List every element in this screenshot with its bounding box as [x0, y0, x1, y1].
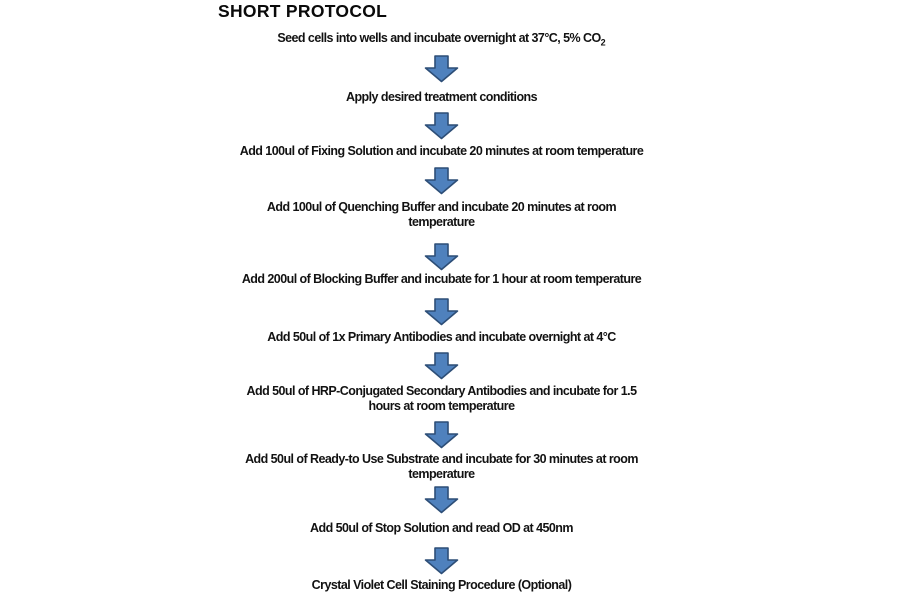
down-arrow-icon [424, 421, 459, 449]
down-arrow-shape [426, 548, 458, 574]
step-text: Apply desired treatment conditions [345, 90, 538, 104]
step-secondary-antibodies [160, 384, 723, 414]
down-arrow-icon [424, 352, 459, 380]
down-arrow-icon [424, 243, 459, 271]
step-apply-treatment [160, 90, 723, 105]
step-seed-cells [160, 31, 723, 51]
down-arrow-shape [426, 353, 458, 379]
step-text: Add 50ul of Ready-to Use Substrate and incubate for 30 minutes at room [245, 452, 638, 466]
step-stop-solution [160, 521, 723, 536]
down-arrow-icon [424, 486, 459, 514]
down-arrow-shape [426, 299, 458, 325]
down-arrow-shape [426, 113, 458, 139]
step-text-line2: temperature [408, 215, 475, 229]
step-text: Add 50ul of 1x Primary Antibodies and incubate overnight at 4°C [267, 330, 616, 344]
step-crystal-violet [160, 578, 723, 593]
step-substrate [160, 452, 723, 482]
step-fixing-solution [160, 144, 723, 159]
step-text-line2: temperature [408, 467, 475, 481]
down-arrow-icon [424, 112, 459, 140]
down-arrow-shape [426, 56, 458, 82]
down-arrow-icon [424, 298, 459, 326]
down-arrow-shape [426, 244, 458, 270]
down-arrow-icon [424, 547, 459, 575]
down-arrow-shape [426, 487, 458, 513]
down-arrow-shape [426, 168, 458, 194]
step-blocking-buffer [160, 272, 723, 287]
page-title: SHORT PROTOCOL [218, 1, 388, 21]
down-arrow-icon [424, 55, 459, 83]
step-text: Add 100ul of Quenching Buffer and incubate 20 minutes at room [266, 200, 617, 214]
step-text-line2: hours at room temperature [368, 399, 515, 413]
step-text: Crystal Violet Cell Staining Procedure (Optional) [311, 578, 572, 592]
step-text: Add 200ul of Blocking Buffer and incubate for 1 hour at room temperature [241, 272, 642, 286]
subscript-text: 2 [600, 37, 606, 48]
step-text: Seed cells into wells and incubate overnight at 37°C, 5% CO [277, 31, 601, 45]
step-text: Add 100ul of Fixing Solution and incubate 20 minutes at room temperature [239, 144, 644, 158]
step-quenching-buffer [160, 200, 723, 230]
down-arrow-icon [424, 167, 459, 195]
step-text: Add 50ul of HRP-Conjugated Secondary Antibodies and incubate for 1.5 [246, 384, 637, 398]
step-text: Add 50ul of Stop Solution and read OD at 450nm [310, 521, 573, 535]
step-primary-antibodies [160, 330, 723, 345]
down-arrow-shape [426, 422, 458, 448]
